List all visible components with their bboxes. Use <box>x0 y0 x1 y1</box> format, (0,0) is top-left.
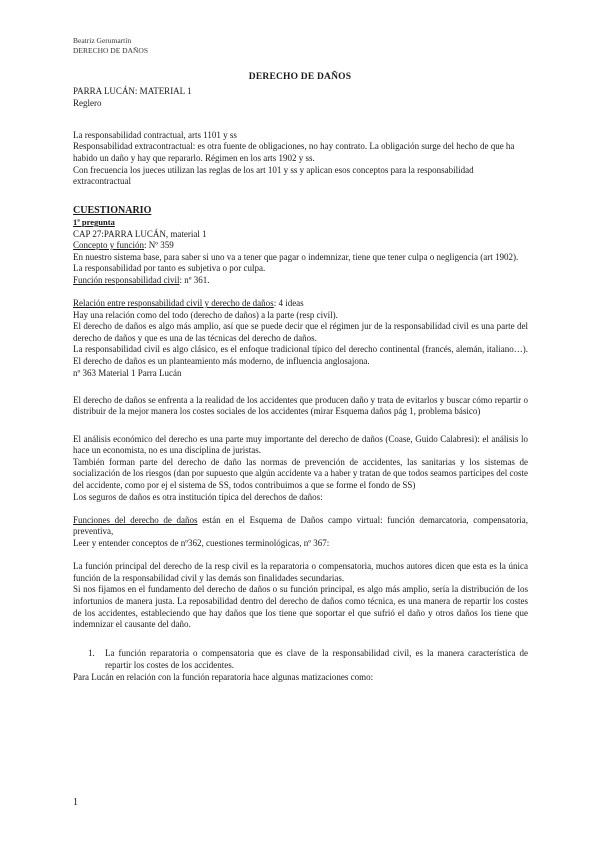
relacion-line <box>73 298 528 310</box>
list-item <box>73 648 528 671</box>
accidentes-paragraph: El derecho de daños se enfrenta a la realidad de los accidentes que producen daño y trata de evitarlos y buscar cómo repartir o distribuir de la mejor manera los costes sociales de los accidentes (mirar Esquema daños pág 1, problema básico) <box>73 394 528 417</box>
funciones-leer: Leer y entender conceptos de nº362, cuestiones terminológicas, nº 367: <box>73 537 330 548</box>
principal-p2: Si nos fijamos en el fundamento del derecho de daños o su función principal, es algo más amplio, sería la distribución de los infortunios de manera justa. La reposabilidad dentro del derecho de daños como técnica, es una manera de repartir los costes de los accidentes, estableciendo que hay daños que los tiene que soportar el que sufrió el daño y otros daños los tiene que indemnizar el causante del daño. <box>73 584 528 630</box>
funciones-line <box>73 515 528 538</box>
cuestionario-heading: CUESTIONARIO <box>73 205 152 217</box>
relacion-label: Relación entre responsabilidad civil y derecho de daños <box>73 298 274 309</box>
intro-line-1: PARRA LUCÁN: MATERIAL 1 <box>73 86 192 96</box>
resp-extracontractual: Responsabilidad extracontractual: es otra fuente de obligaciones, no hay contrato. La obligación surge del hecho de que ha habido un daño y hay que repararlo. Régimen en los arts 1902 y ss. <box>73 141 515 163</box>
analisis-p3: Los seguros de daños es otra institución típica del derechos de daños: <box>73 491 323 502</box>
concepto-line <box>73 240 528 252</box>
resp-contractual: La responsabilidad contractual, arts 1101 y ss <box>73 129 237 140</box>
concepto-rest: : Nº 359 <box>144 240 174 251</box>
document-title: DERECHO DE DAÑOS <box>248 72 352 82</box>
funcion-label: Función responsabilidad civil <box>73 274 180 285</box>
document-body <box>73 86 528 683</box>
concepto-text: En nuestro sistema base, para saber si uno va a tener que pagar o indemnizar, tiene que tener culpa o negligencia (art 1902). La responsabilidad por tanto es subjetiva o por culpa. <box>73 251 519 274</box>
header-author: Beatriz Gerumartín <box>73 36 132 45</box>
resp-frecuencia: Con frecuencia los jueces utilizan las reglas de los art 101 y ss y aplican esos conceptos para la responsabilidad extracontractual <box>73 164 474 187</box>
analisis-p2: También forman parte del derecho de daño las normas de prevención de accidentes, las sanitarias y los sistemas de socialización de los riesgos (dan por supuesto que algún accidente va a haber y tratan de que todos seamos partícipes del coste del accidente, como por ej el sistema de SS, todos contribuimos a que se forme el fondo de SS) <box>73 456 528 490</box>
list-item-number: 1. <box>88 648 95 659</box>
relacion-p1: Hay una relación como del todo (derecho de daños) a la parte (resp civil). <box>73 309 338 320</box>
analisis-p1: El análisis económico del derecho es una parte muy importante del derecho de daños (Coase, Guido Calabresi): el análisis lo hace un economista, no es una disciplina de juristas. <box>73 433 528 456</box>
funcion-rest: : nº 361. <box>179 274 210 285</box>
cap-line: CAP 27:PARRA LUCÁN, material 1 <box>73 228 207 239</box>
page-number: 1 <box>73 797 78 808</box>
header-subject: DERECHO DE DAÑOS <box>73 46 148 55</box>
list-item-text: La función reparatoria o compensatoria que es clave de la responsabilidad civil, es la manera característica de repartir los costes de los accidentes. <box>105 648 528 670</box>
closing-line: Para Lucán en relación con la función reparatoria hace algunas matizaciones como: <box>73 671 374 682</box>
relacion-p2: El derecho de daños es algo más amplio, así que se puede decir que el régimen jur de la responsabilidad civil es una parte del derecho de daños y que es una de las técnicas del derecho de daños. <box>73 321 528 343</box>
page-header <box>73 36 148 56</box>
relacion-p3: La responsabilidad civil es algo clásico, es el enfoque tradicional típico del derecho continental (francés, alemán, italiano…). El derecho de daños es un planteamiento más moderno, de influencia anglosajona. <box>73 344 528 367</box>
relacion-rest: : 4 ideas <box>273 298 304 309</box>
funcion-line <box>73 275 528 287</box>
funciones-label: Funciones del derecho de daños <box>73 514 198 525</box>
pregunta-label: 1ª pregunta <box>73 216 115 227</box>
principal-p1: La función principal del derecho de la resp civil es la reparatoria o compensatoria, muchos autores dicen que esta es la única función de la responsabilidad civil y las demás son finalidades secundarias. <box>73 561 528 583</box>
concepto-label: Concepto y función <box>73 240 144 251</box>
intro-line-2: Reglero <box>73 97 102 108</box>
relacion-p4: nº 363 Material 1 Parra Lucán <box>73 367 182 378</box>
funciones-rest: están en el Esquema de Daños campo virtual: función demarcatoria, compensatoria, preventiva, <box>73 514 529 537</box>
